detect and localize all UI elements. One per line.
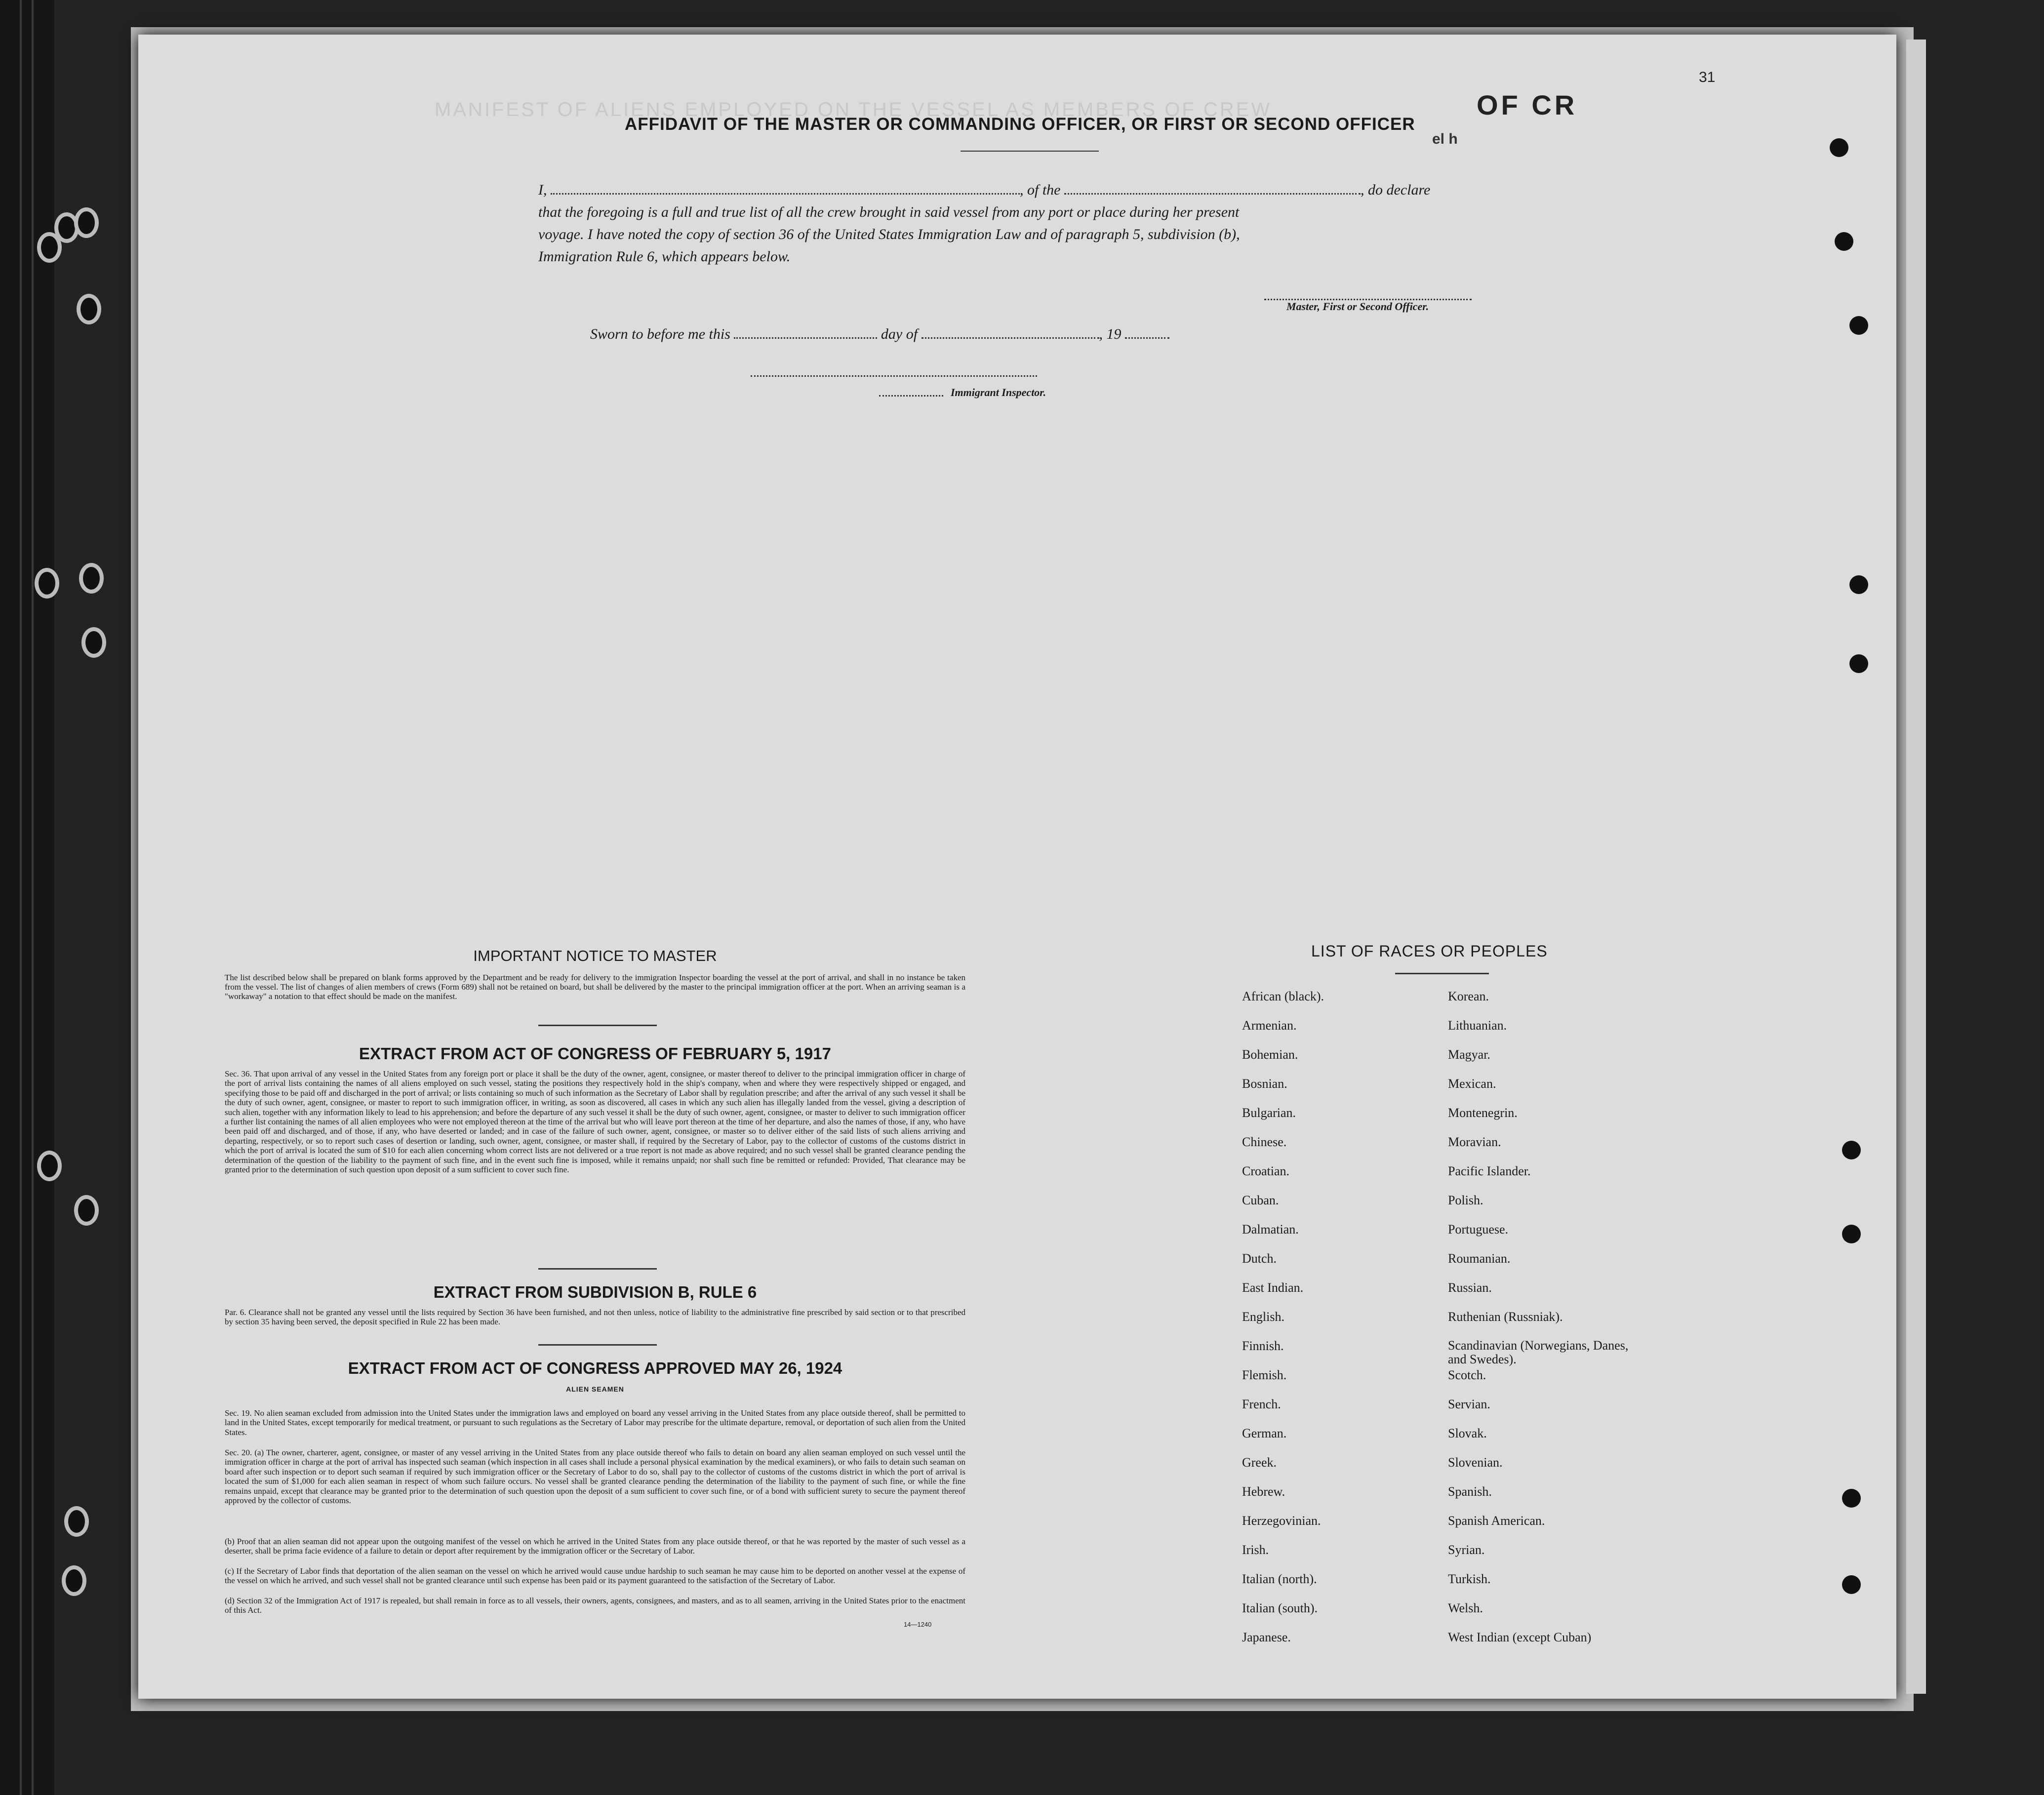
vessel-field[interactable] (1064, 188, 1361, 195)
binder-ring (37, 232, 62, 263)
race-item: Servian. (1448, 1397, 1490, 1411)
sworn-line (590, 326, 1282, 343)
race-item: Moravian. (1448, 1135, 1501, 1149)
master-signature-field[interactable] (1264, 294, 1472, 300)
punch-hole (1849, 654, 1868, 673)
race-item: Dalmatian. (1242, 1222, 1299, 1237)
affidavit-line-4: Immigration Rule 6, which appears below. (538, 248, 791, 265)
extract-1917-title: EXTRACT FROM ACT OF CONGRESS OF FEBRUARY 5, 1917 (359, 1044, 831, 1063)
page-number: 31 (1699, 69, 1716, 85)
race-item: Portuguese. (1448, 1222, 1509, 1237)
affidavit-line-1 (538, 182, 1526, 199)
extract-rule6-body: Par. 6. Clearance shall not be granted any vessel until the lists required by Section 36 have been furnished, and not then unless, notice of liability to the administrative fine prescribed by said section or to that prescribed by section 35 having been served, the deposit specified in Rule 22 has been made. (225, 1308, 965, 1327)
race-item: Bohemian. (1242, 1047, 1298, 1062)
extract-1917-body: Sec. 36. That upon arrival of any vessel in the United States from any foreign port or place it shall be the duty of the owner, agent, consignee, or master thereof to deliver to the principal immigration officer in charge of the port of arrival lists containing the names of all aliens employed on such vessel, stating the positions they respectively hold in the ship's company, when and where they were respectively shipped or engaged, and specifying those to be paid off and discharged in the port of arrival; or lists containing so much of such information as the Secretary of Labor shall by regulation prescribe; and after the arrival of any such vessel it shall be the duty of such owner, agent, consignee, or master to report to such immigration officer, in writing, as soon as discovered, all cases in which any such alien has illegally landed from the vessel, giving a description of such alien, together with any information likely to lead to his apprehension; and before the departure of any such vessel it shall be the duty of such owner, agent, consignee, or master to deliver to such immigration officer a further list containing the names of all alien employees who were not employed thereon at the time of the arrival but who will leave port thereon at the time of her departure, and also the names of those, if any, who have been paid off and discharged, and of those, if any, who have deserted or landed; and in case of the failure of such owner, agent, consignee, or master so to deliver either of the said lists of such aliens arriving and departing, respectively, or so to report such cases of desertion or landing, such owner, agent, consignee, or master shall, if required by the Secretary of Labor, pay to the collector of customs of the customs district in which the port of arrival is located the sum of $10 for each alien concerning whom correct lists are not delivered or a true report is not made as above required; and no such vessel shall be granted clearance pending the determination of the question of the liability to the payment of such fine, and in the event such fine is imposed, while it remains unpaid; nor shall such fine be remitted or refunded: Provided, That clearance may be granted prior to the determination of such question upon deposit of a sum sufficient to cover such fine. (225, 1069, 965, 1175)
punch-hole (1842, 1225, 1861, 1243)
punch-hole (1842, 1141, 1861, 1159)
race-item: Polish. (1448, 1193, 1483, 1207)
affidavit-title: AFFIDAVIT OF THE MASTER OR COMMANDING OFFICER, OR FIRST OR SECOND OFFICER (625, 115, 1415, 134)
binder-ring (74, 1195, 99, 1226)
race-item: German. (1242, 1426, 1287, 1440)
extract-1924-subtitle: ALIEN SEAMEN (566, 1385, 624, 1393)
section-divider (538, 1268, 657, 1270)
binder-rail (20, 0, 34, 1795)
extract-rule6-title: EXTRACT FROM SUBDIVISION B, RULE 6 (433, 1283, 757, 1301)
race-item: Hebrew. (1242, 1484, 1285, 1499)
affidavit-i: I, (538, 182, 547, 198)
bleed-through-fragment-small: el h (1432, 131, 1458, 147)
bleed-through-title: MANIFEST OF ALIENS EMPLOYED ON THE VESSEL AS MEMBERS OF CREW (435, 99, 1272, 120)
race-item: Bosnian. (1242, 1077, 1287, 1091)
race-item: Korean. (1448, 989, 1489, 1003)
races-title: LIST OF RACES OR PEOPLES (1311, 942, 1548, 960)
race-item: Russian. (1448, 1280, 1492, 1295)
races-column-1 (1242, 989, 1430, 1659)
bleed-through-fragment: OF CR (1477, 89, 1578, 120)
section-divider (538, 1344, 657, 1346)
race-item: Irish. (1242, 1543, 1269, 1557)
race-item: Magyar. (1448, 1047, 1490, 1062)
sworn-day-field[interactable] (734, 332, 877, 339)
punch-hole (1842, 1575, 1861, 1594)
inspector-label: Immigrant Inspector. (951, 386, 1046, 399)
race-item: Japanese. (1242, 1630, 1291, 1644)
affidavit-line-3: voyage. I have noted the copy of section 36 of the United States Immigration Law and of paragraph 5, subdivision (b), (538, 226, 1240, 242)
punch-hole (1830, 138, 1848, 157)
form-number: 14—1240 (904, 1621, 932, 1628)
binder-ring (62, 1565, 86, 1596)
race-item: Slovenian. (1448, 1455, 1503, 1470)
binder-ring (79, 563, 104, 594)
sworn-label: Sworn to before me this (590, 326, 730, 342)
binder-ring (35, 568, 59, 598)
race-item: Lithuanian. (1448, 1018, 1507, 1033)
race-item: Spanish American. (1448, 1514, 1545, 1528)
race-item: Finnish. (1242, 1339, 1284, 1353)
race-item: Herzegovinian. (1242, 1514, 1321, 1528)
race-item: East Indian. (1242, 1280, 1304, 1295)
race-item: Dutch. (1242, 1251, 1277, 1266)
race-item: French. (1242, 1397, 1281, 1411)
binder-ring (77, 294, 101, 324)
punch-hole (1849, 316, 1868, 335)
extract-1924-sec20b: (b) Proof that an alien seaman did not appear upon the outgoing manifest of the vessel on which he arrived in the United States from any place outside thereof, or that he was reported by the master of such vessel as a deserter, shall be prima facie evidence of a failure to detain or deport after requirement by the immigration officer or the Secretary of Labor. (225, 1537, 965, 1556)
binder-ring (37, 1151, 62, 1181)
races-column-2 (1448, 989, 1655, 1659)
punch-hole (1849, 575, 1868, 594)
extract-1924-sec20a: Sec. 20. (a) The owner, charterer, agent, consignee, or master of any vessel arriving in the United States from any place outside thereof who fails to detain on board any alien seaman employed on such vessel until the immigration officer in charge at the port of arrival has inspected such seaman (which inspection in all cases shall include a personal physical examination by the medical examiners), or who fails to detain such seaman on board after such inspection or to deport such seaman if required by such immigration officer or the Secretary of Labor to do so, shall pay to the collector of customs of the customs district in which the port of arrival is located the sum of $1,000 for each alien seaman in respect of whom such failure occurs. No vessel shall be granted clearance pending the determination of the liability to the payment of such fine, or while the fine remains unpaid, except that clearance may be granted prior to the determination of such question upon the deposit of a sum sufficient to cover such fine, or of a bond with sufficient surety to secure the payment thereof approved by the collector of customs. (225, 1448, 965, 1506)
race-item: Flemish. (1242, 1368, 1287, 1382)
race-item: English. (1242, 1310, 1284, 1324)
notice-title: IMPORTANT NOTICE TO MASTER (473, 947, 717, 964)
race-item: Slovak. (1448, 1426, 1487, 1440)
inspector-dots (879, 390, 943, 397)
race-item: Spanish. (1448, 1484, 1492, 1499)
punch-hole (1835, 232, 1853, 251)
binder-ring (64, 1506, 89, 1537)
binder-ring (74, 207, 99, 238)
race-item: Scotch. (1448, 1368, 1486, 1382)
race-item: Greek. (1242, 1455, 1277, 1470)
race-item: Chinese. (1242, 1135, 1287, 1149)
inspector-signature-field[interactable] (751, 370, 1037, 377)
title-rule (961, 151, 1099, 152)
section-divider (538, 1025, 657, 1026)
race-item: Ruthenian (Russniak). (1448, 1310, 1563, 1324)
race-item: Turkish. (1448, 1572, 1491, 1586)
extract-1924-sec19: Sec. 19. No alien seaman excluded from admission into the United States under the immigration laws and employed on board any vessel arriving in the United States from any place outside thereof, shall be permitted to land in the United States, except temporarily for medical treatment, or pursuant to such regulations as the Secretary of Labor may prescribe for the ultimate departure, removal, or deportation of such alien from the United States. (225, 1408, 965, 1437)
race-item: Cuban. (1242, 1193, 1279, 1207)
race-item: Scandinavian (Norwegians, Danes, and Swedes). (1448, 1338, 1629, 1366)
race-item: Italian (north). (1242, 1572, 1317, 1586)
race-item: Roumanian. (1448, 1251, 1511, 1266)
race-item: Italian (south). (1242, 1601, 1318, 1615)
races-divider (1395, 973, 1489, 974)
year-label: , 19 (1099, 326, 1122, 342)
affidavit-do-declare: , do declare (1361, 182, 1431, 198)
affidavit-line-2: that the foregoing is a full and true list of all the crew brought in said vessel from any port or place during her present (538, 204, 1240, 220)
name-field[interactable] (551, 188, 1020, 195)
race-item: Mexican. (1448, 1077, 1496, 1091)
day-of-label: day of (881, 326, 918, 342)
race-item: African (black). (1242, 989, 1324, 1003)
affidavit-of-the: , of the (1020, 182, 1061, 198)
race-item: Syrian. (1448, 1543, 1485, 1557)
page-edge (1906, 40, 1926, 1694)
sworn-year-field[interactable] (1125, 332, 1169, 339)
race-item: Welsh. (1448, 1601, 1483, 1615)
extract-1924-sec20c: (c) If the Secretary of Labor finds that deportation of the alien seaman on the vessel on which he arrived would cause undue hardship to such seaman he may cause him to be deported on another vessel at the expense of the vessel on which he arrived, and such vessel shall not be granted clearance until such expense has been paid or its payment guaranteed to the satisfaction of the Secretary of Labor. (225, 1566, 965, 1586)
extract-1924-title: EXTRACT FROM ACT OF CONGRESS APPROVED MAY 26, 1924 (348, 1359, 842, 1377)
race-item: Bulgarian. (1242, 1106, 1296, 1120)
sworn-month-field[interactable] (922, 332, 1099, 339)
race-item: Montenegrin. (1448, 1106, 1518, 1120)
master-signature-label: Master, First or Second Officer. (1286, 300, 1429, 313)
binder-ring (81, 627, 106, 658)
race-item: Croatian. (1242, 1164, 1290, 1178)
binder-strip (0, 0, 54, 1795)
notice-body: The list described below shall be prepared on blank forms approved by the Department and be ready for delivery to the immigration Inspector boarding the vessel at the port of arrival, and shall in no instance be taken from the vessel. The list of changes of alien members of crews (Form 689) shall not be retained on board, but shall be delivered by the master to the principal immigration officer at the port. When an arriving seaman is a "workaway" a notation to that effect should be made on the manifest. (225, 973, 965, 1001)
race-item: Armenian. (1242, 1018, 1297, 1033)
race-item: West Indian (except Cuban) (1448, 1630, 1592, 1644)
extract-1924-sec20d: (d) Section 32 of the Immigration Act of 1917 is repealed, but shall remain in force as to all vessels, their owners, agents, consignees, and masters, and as to all seamen, arriving in the United States prior to the enactment of this Act. (225, 1596, 965, 1615)
race-item: Pacific Islander. (1448, 1164, 1531, 1178)
punch-hole (1842, 1489, 1861, 1508)
